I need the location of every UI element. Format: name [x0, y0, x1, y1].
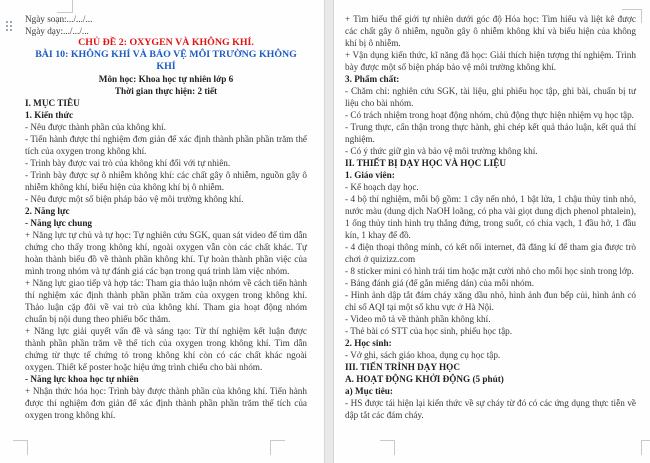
- paragraph: - Bảng đánh giá (để gắn miếng dán) của mỗi nhóm.: [345, 278, 535, 288]
- paragraph: + Năng lực tự chủ và tự học: Tự nghiên cứu SGK, quan sát video để tìm dẫn chứng cho thấy trong không khí, ngoài oxygen vẫn còn các chất khác. Tự hoàn thành biểu đồ về thành phần không khí. Tự hoàn thành phần việc của mình trong nhóm và tự đánh giá các bạn trong quá trình làm việc nhóm.: [25, 230, 307, 276]
- crop-mark-bottom-left-2: [270, 440, 285, 455]
- section-heading-process: III. TIẾN TRÌNH DẠY HỌC: [345, 362, 460, 372]
- subsection-competency: 2. Năng lực: [25, 206, 70, 216]
- section-heading-equipment: II. THIẾT BỊ DẠY HỌC VÀ HỌC LIỆU: [345, 158, 506, 168]
- paragraph: - Thẻ bài có STT của học sinh, phiếu học tập.: [345, 326, 513, 336]
- paragraph: - 8 sticker mini có hình trái tim hoặc mặt cười nhỏ cho mỗi học sinh trong lớp.: [345, 266, 634, 276]
- date-taught-line: Ngày dạy:.../.../...: [25, 26, 89, 36]
- subject-line: Môn học: Khoa học tự nhiên lớp 6: [98, 74, 234, 84]
- paragraph: - Vở ghi, sách giáo khoa, dụng cụ học tập.: [345, 350, 501, 360]
- section-heading-objectives: I. MỤC TIÊU: [25, 98, 80, 108]
- subsection-general-competency: - Năng lực chung: [25, 218, 93, 228]
- subsection-student: 2. Học sinh:: [345, 338, 392, 348]
- paragraph: - Chăm chỉ: nghiên cứu SGK, tài liệu, ghi phiếu học tập, ghi bài, chuẩn bị tư liệu cho bài nhóm.: [345, 86, 636, 108]
- drag-handle-icon[interactable]: [5, 20, 14, 32]
- paragraph: - Video mô tả về thành phần không khí.: [345, 314, 491, 324]
- subsection-teacher: 1. Giáo viên:: [345, 170, 395, 180]
- subsection-quality: 3. Phẩm chất:: [345, 74, 400, 84]
- date-prepared-line: Ngày soạn:.../.../...: [25, 14, 93, 24]
- paragraph: - HS được tái hiện lại kiến thức về sự cháy từ đó có các ứng dụng thực tiễn về dập tắt các đám cháy.: [345, 398, 636, 420]
- duration-line: Thời gian thực hiện: 2 tiết: [114, 86, 218, 96]
- subsection-science-competency: - Năng lực khoa học tự nhiên: [25, 374, 139, 384]
- paragraph: - Nêu được một số biện pháp bảo vệ môi trường không khí.: [25, 194, 244, 204]
- paragraph: - Có trách nhiệm trong hoạt động nhóm, chủ động thực hiện nhiệm vụ học tập.: [345, 110, 634, 120]
- paragraph: - Hình ảnh dập tắt đám cháy xăng dầu nhỏ, hình ảnh đun bếp củi, hình ảnh có chỉ số AQI tại một số khu vực ở Hà Nội.: [345, 290, 636, 312]
- page-2-text-area: [345, 13, 636, 421]
- page-1-text-area: [25, 13, 307, 421]
- crop-mark-top-left-page: [57, 0, 73, 13]
- paragraph: + Nhận thức hóa học: Trình bày được thành phần của không khí. Tiến hành được thí nghiệm đơn giản để xác định thành phần phần trăm thể tích của oxygen trong không khí.: [25, 386, 307, 420]
- page-2: [333, 0, 650, 463]
- crop-mark-bottom-right-1: [380, 440, 395, 455]
- doc-title-lesson: BÀI 10: KHÔNG KHÍ VÀ BẢO VỆ MÔI TRƯỜNG KHÔNG KHÍ: [35, 49, 297, 72]
- paragraph: + Tìm hiểu thế giới tự nhiên dưới góc độ Hóa học: Tìm hiểu và liệt kê được các chất gây ô nhiễm, nguồn gây ô nhiễm không khí và biểu hiện của không khí bị ô nhiễm.: [345, 14, 636, 48]
- activity-heading-warmup: A. HOẠT ĐỘNG KHỞI ĐỘNG (5 phút): [345, 374, 504, 384]
- paragraph: + Vận dụng kiến thức, kĩ năng đã học: Giải thích hiện tượng thí nghiệm. Trình bày được một số biện pháp bảo vệ môi trường không khí.: [345, 50, 636, 72]
- subsection-knowledge: 1. Kiến thức: [25, 110, 74, 120]
- paragraph: - Nêu được thành phần của không khí.: [25, 122, 166, 132]
- paragraph: - Có ý thức giữ gìn và bảo vệ môi trường không khí.: [345, 146, 538, 156]
- doc-title-chapter: CHỦ ĐỀ 2: OXYGEN VÀ KHÔNG KHÍ.: [78, 37, 254, 48]
- paragraph: - Tiến hành được thí nghiệm đơn giản để xác định thành phần phần trăm thể tích của oxygen trong không khí.: [25, 134, 307, 156]
- crop-mark-bottom-right-2: [641, 440, 650, 455]
- paragraph: - 4 điện thoại thông minh, có kết nối internet, đã đăng kí để tham gia được trò chơi ở quizizz.com: [345, 242, 636, 264]
- paragraph: - Kế hoạch dạy học.: [345, 182, 419, 192]
- paragraph: + Năng lực giao tiếp và hợp tác: Tham gia thảo luận nhóm về cách tiến hành thí nghiệm xác định thành phần phần trăm của oxygen trong không khí. Thảo luận cặp đôi về vai trò của không khí. Tham gia hoạt động nhóm chuẩn bị nội dung theo phiếu bốc thăm.: [25, 278, 307, 324]
- subsection-goal: a) Mục tiêu:: [345, 386, 393, 396]
- crop-mark-top-right-page: [622, 9, 642, 23]
- paragraph: - 4 bộ thí nghiệm, mỗi bộ gồm: 1 cây nến nhỏ, 1 bật lửa, 1 chậu thủy tinh nhỏ, nước màu (dung dịch NaOH loãng, có pha vài giọt dung dịch phenol phtalein), 1 ống thủy tinh hình trụ thẳng đứng, trong suốt, có chia vạch, 1 đầu hở, 1 đầu kín, 1 khay để đồ.: [345, 194, 636, 240]
- crop-mark-bottom-left-1: [13, 440, 28, 455]
- paragraph: - Trình bày được sự ô nhiễm không khí: các chất gây ô nhiễm, nguồn gây ô nhiễm không khí, biểu hiện của không khí bị ô nhiễm.: [25, 170, 307, 192]
- paragraph: - Trung thực, cẩn thận trong thực hành, ghi chép kết quả thảo luận, kết quả thí nghiệm.: [345, 122, 636, 144]
- paragraph: + Năng lực giải quyết vấn đề và sáng tạo: Từ thí nghiệm kết luận được thành phần phần trăm về thể tích của oxygen trong không khí. Tìm dẫn chứng từ thực tế chứng tỏ trong không khí còn có các chất khác ngoài oxygen. Thiết kế poster hoặc hiệu ứng trình chiếu cho bài nhóm.: [25, 326, 307, 372]
- paragraph: - Trình bày được vai trò của không khí đối với tự nhiên.: [25, 158, 231, 168]
